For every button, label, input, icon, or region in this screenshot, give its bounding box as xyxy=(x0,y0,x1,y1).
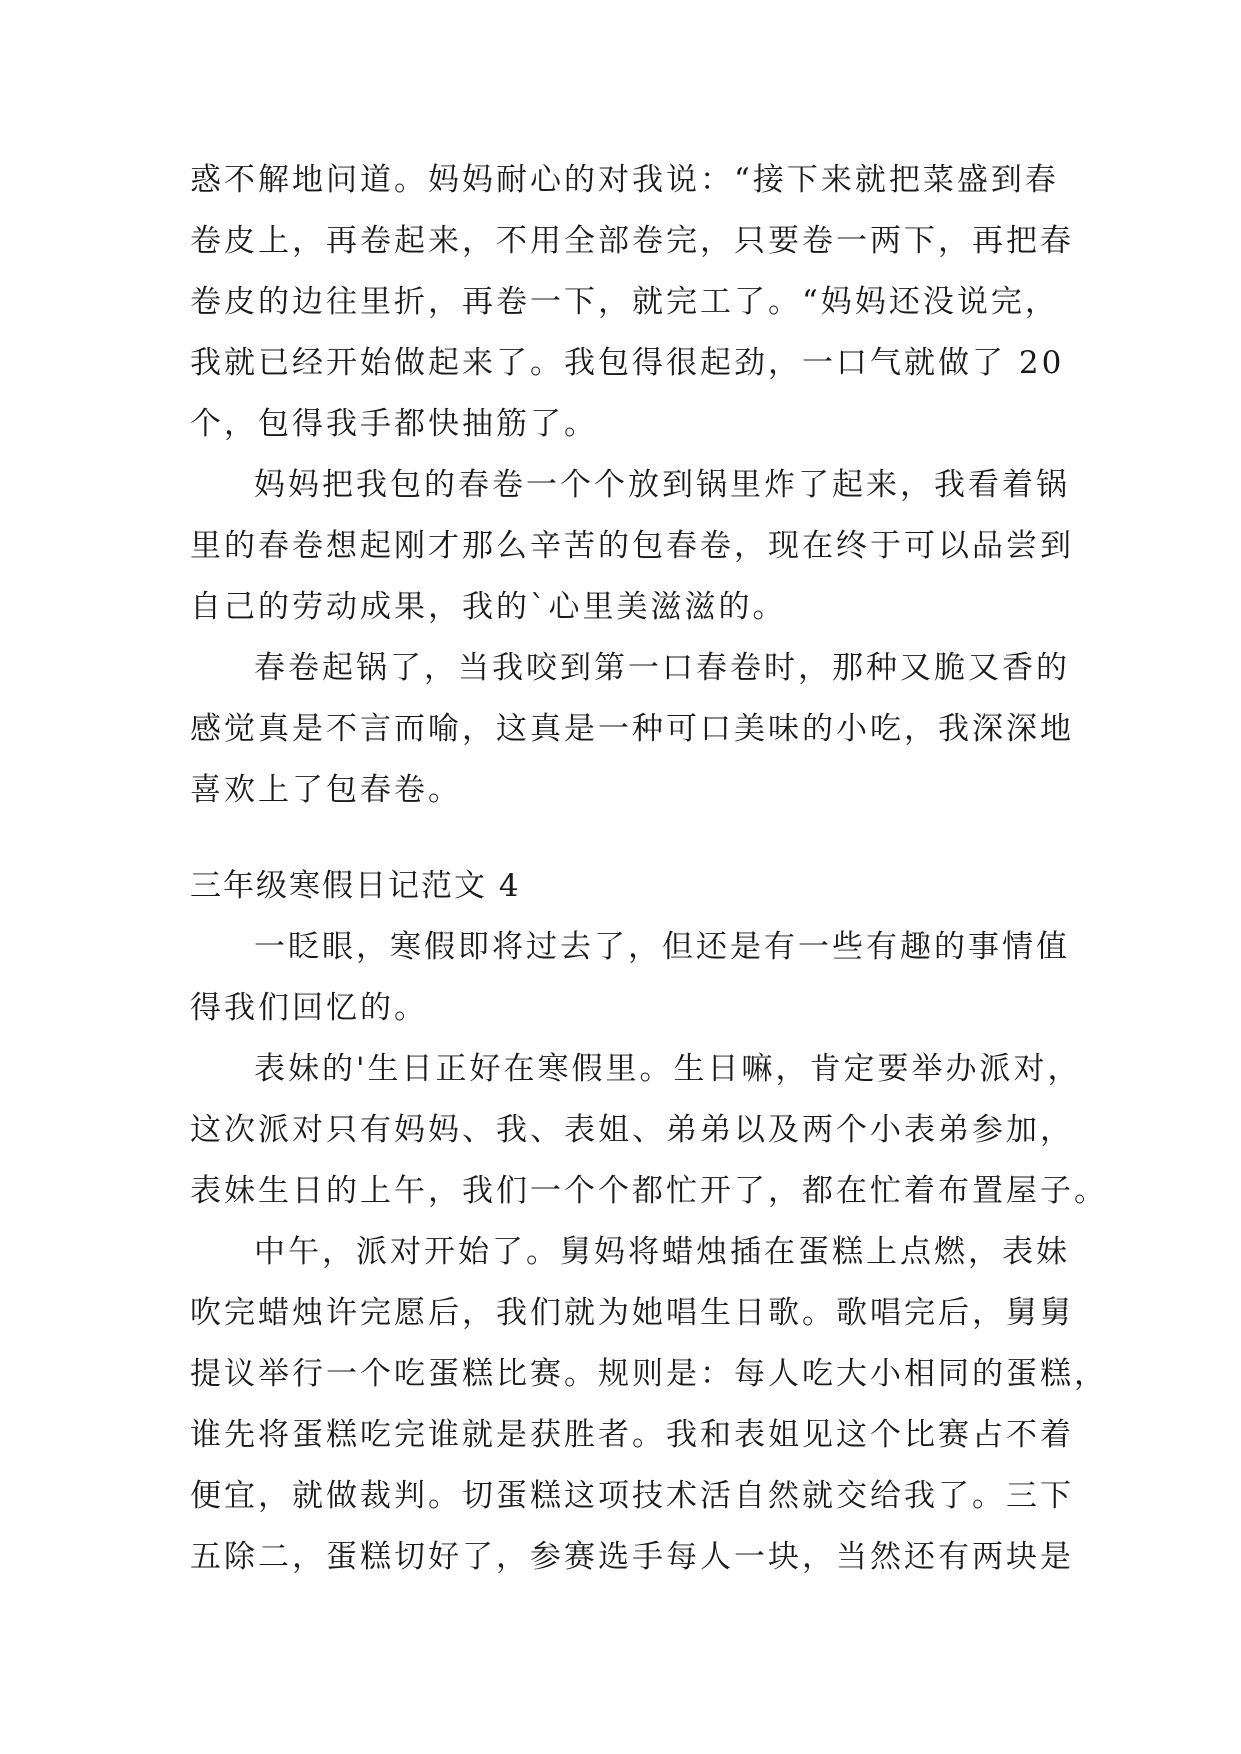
paragraph-first-line: 表妹的'生日正好在寒假里。生日嘛，肯定要举办派对， xyxy=(254,1051,1082,1087)
paragraph-first-line: 中午，派对开始了。舅妈将蜡烛插在蛋糕上点燃，表妹 xyxy=(254,1234,1070,1270)
paragraph-first-line: 妈妈把我包的春卷一个个放到锅里炸了起来，我看着锅 xyxy=(254,467,1070,503)
text-line: 自己的劳动成果，我的`心里美滋滋的。 xyxy=(190,589,787,625)
text-line: 谁先将蛋糕吃完谁就是获胜者。我和表姐见这个比赛占不着 xyxy=(190,1417,1074,1453)
text-line: 个，包得我手都快抽筋了。 xyxy=(190,406,598,442)
text-line: 喜欢上了包春卷。 xyxy=(190,772,462,808)
diary-text-part-1 xyxy=(190,150,1074,821)
text-line: 五除二，蛋糕切好了，参赛选手每人一块，当然还有两块是 xyxy=(190,1539,1074,1575)
text-line: 得我们回忆的。 xyxy=(190,990,428,1026)
paragraph-first-line: 一眨眼，寒假即将过去了，但还是有一些有趣的事情值 xyxy=(254,929,1070,965)
text-line: 我就已经开始做起来了。我包得很起劲，一口气就做了 20 xyxy=(190,345,1065,381)
paragraph-first-line: 春卷起锅了，当我咬到第一口春卷时，那种又脆又香的 xyxy=(254,650,1070,686)
text-line: 便宜，就做裁判。切蛋糕这项技术活自然就交给我了。三下 xyxy=(190,1478,1074,1514)
text-line: 卷皮的边往里折，再卷一下，就完工了。“妈妈还没说完， xyxy=(190,284,1059,320)
text-line: 里的春卷想起刚才那么辛苦的包春卷，现在终于可以品尝到 xyxy=(190,528,1074,564)
text-line: 提议举行一个吃蛋糕比赛。规则是：每人吃大小相同的蛋糕， xyxy=(190,1356,1108,1392)
text-line: 卷皮上，再卷起来，不用全部卷完，只要卷一两下，再把春 xyxy=(190,223,1074,259)
text-line: 这次派对只有妈妈、我、表姐、弟弟以及两个小表弟参加， xyxy=(190,1112,1074,1148)
text-line: 惑不解地问道。妈妈耐心的对我说：“接下来就把菜盛到春 xyxy=(190,162,1059,198)
text-line: 表妹生日的上午，我们一个个都忙开了，都在忙着布置屋子。 xyxy=(190,1173,1108,1209)
text-line: 感觉真是不言而喻，这真是一种可口美味的小吃，我深深地 xyxy=(190,711,1074,747)
text-line: 吹完蜡烛许完愿后，我们就为她唱生日歌。歌唱完后，舅舅 xyxy=(190,1295,1074,1331)
diary-text-part-2 xyxy=(190,917,1108,1588)
section-heading: 三年级寒假日记范文 4 xyxy=(190,868,521,904)
